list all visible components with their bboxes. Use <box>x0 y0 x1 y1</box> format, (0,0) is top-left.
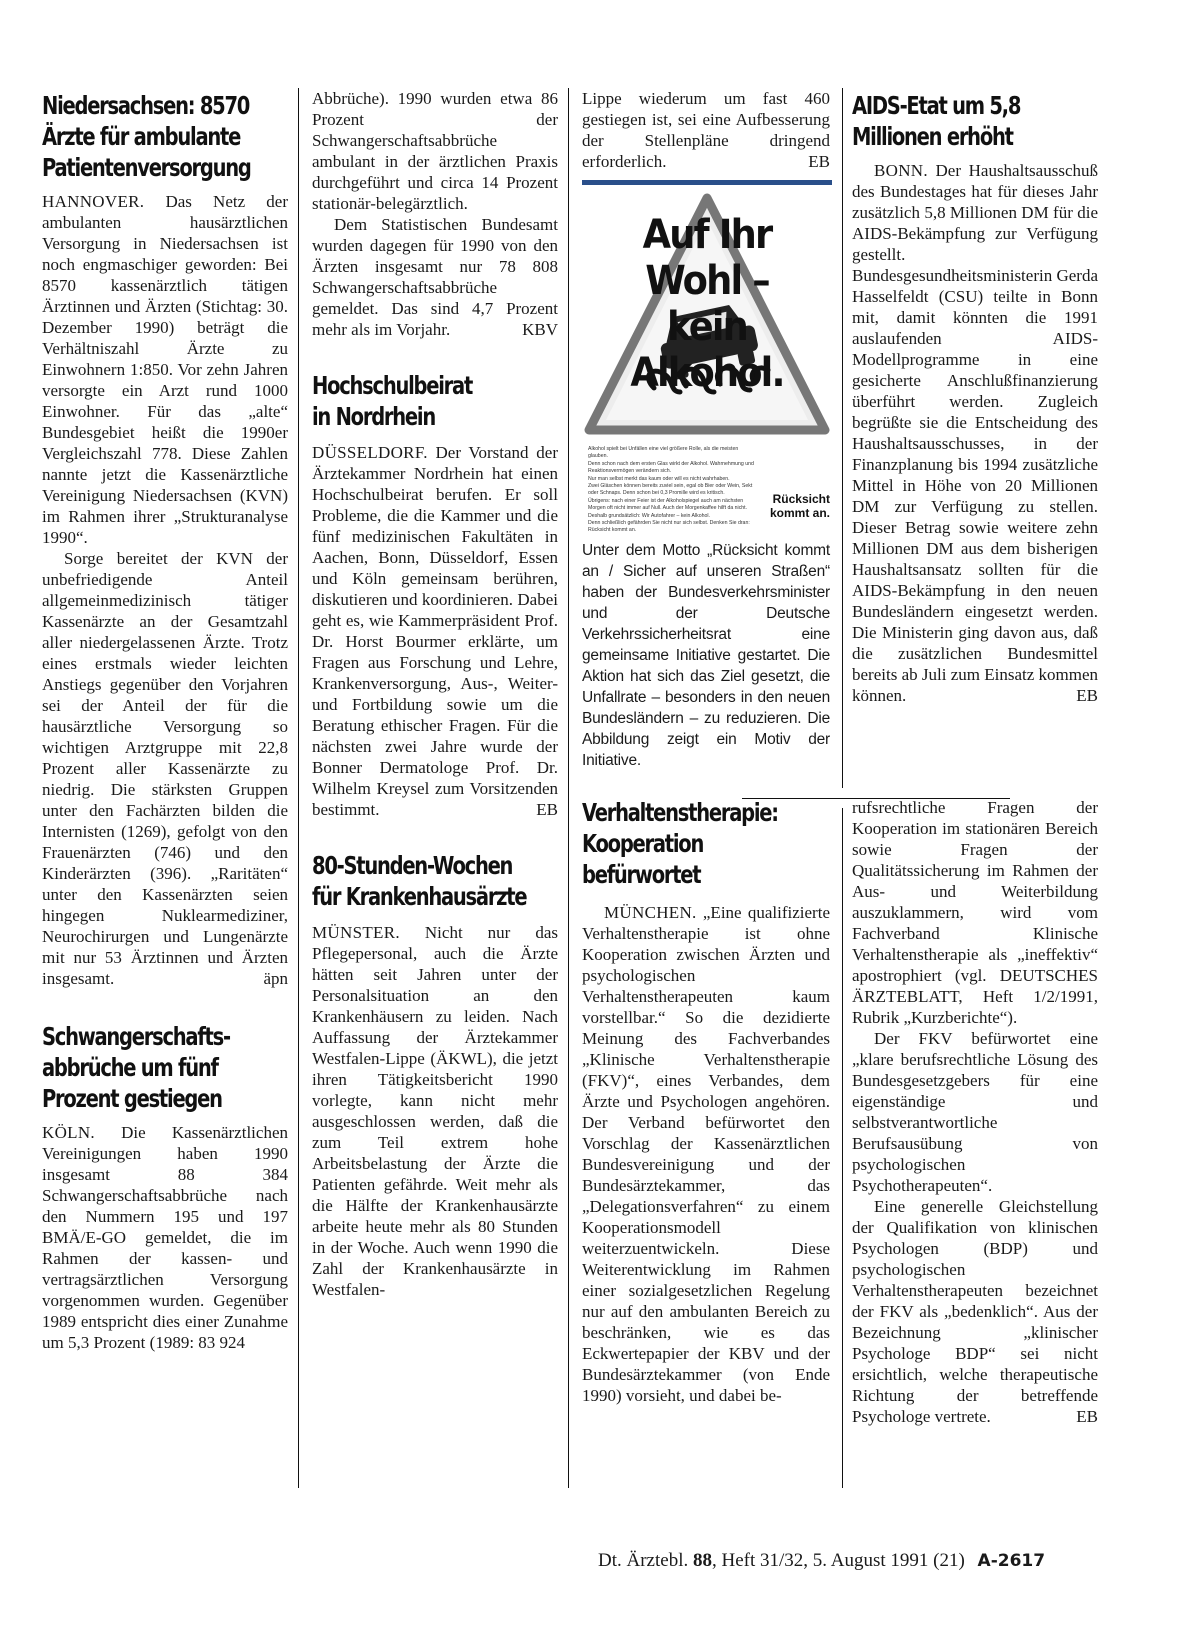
headline-verhaltenstherapie: Verhaltenstherapie: Kooperation befürwortet <box>582 798 778 889</box>
body-80-stunden-cont <box>582 88 830 172</box>
body-schwangerschaftsabbrueche-cont <box>312 88 558 340</box>
poster-caption <box>582 540 830 771</box>
dateline-duesseldorf: DÜSSELDORF. <box>312 443 428 462</box>
body-verhaltenstherapie <box>582 902 830 1406</box>
page-number: A-2617 <box>977 1551 1046 1571</box>
paragraph: Abbrüche). 1990 wurden etwa 86 Prozent der Schwangerschaftsabbrüche ambulant in der ärztlichen Praxis durchgeführt und circa 14 Prozent stationär-belegärztlich. <box>312 89 558 213</box>
author-signature: EB <box>536 800 558 819</box>
dateline-muenchen: MÜNCHEN. <box>604 903 697 922</box>
author-signature: EB <box>1076 686 1098 705</box>
poster-slogan: Rücksicht kommt an. <box>769 492 830 520</box>
poster-fine-print <box>588 446 758 535</box>
article-hochschulbeirat <box>312 370 558 820</box>
poster-text-line: Übrigens: nach einer Feier ist der Alkoholspiegel auch am nächsten Morgen oft nicht immer auf Null. Auch der Morgenkaffee hilft da nicht. Deshalb grundsätzlich: Wir Autofahrer – kein Alkohol. <box>588 497 748 519</box>
column-4 <box>852 90 1098 706</box>
paragraph: Lippe wiederum um fast 460 gestiegen ist, sei eine Aufbesserung der Stellenpläne dringend erforderlich. <box>582 89 830 171</box>
paragraph: Der Haushaltsausschuß des Bundestages hat für dieses Jahr zusätzlich 5,8 Millionen DM für die AIDS-Bekämpfung zur Verfügung gestellt. Bundesgesundheitsministerin Gerda Hasselfeldt (CSU) teilte in Bonn mit, damit könnten die 1991 auslaufenden AIDS-Modellprogramme in eine gesicherte Anschlußfinanzierung überführt werden. Zugleich begrüßte sie die Entscheidung des Haushaltsausschusses, in der Finanzplanung bis 1994 zusätzliche Mittel in Höhe von 20 Millionen DM zur Verfügung zu stellen. Dieser Betrag sowie weitere zehn Millionen DM aus dem bisherigen Haushaltsansatz sollten für die AIDS-Bekämpfung in den neuen Bundesländern eingesetzt werden. Die Ministerin ging davon aus, daß die zusätzlichen Bundesmittel bereits ab Juli zum Einsatz kommen können. <box>852 161 1098 705</box>
column-2 <box>312 88 558 1300</box>
headline-80-stunden: 80-Stunden-Wochen für Krankenhausärzte <box>312 851 527 911</box>
author-signature: EB <box>808 152 830 171</box>
poster-text-line: Denn schließlich gefährden Sie nicht nur sich selbst. Denken Sie dran: Rücksicht kommt an. <box>588 520 750 534</box>
paragraph: Nicht nur das Pflegepersonal, auch die Ärzte hätten seit Jahren unter der Personalsituation an den Krankenhäusern zu leiden. Nach Auffassung der Ärztekammer Westfalen-Lippe (ÄKWL), die jetzt ihren Tätigkeitsbericht 1990 vorlegte, kann nicht mehr ausgeschlossen werden, daß die zum Teil extrem hohe Arbeitsbelastung der Ärzte die Patienten gefährde. Weit mehr als die Hälfte der Krankenhausärzte arbeite heute mehr als 80 Stunden in der Woche. Auch wenn 1990 die Zahl der Krankenhausärzte in Westfalen- <box>312 923 559 1299</box>
body-aids-etat <box>852 160 1098 706</box>
poster-title: Auf Ihr Wohl – kein Alkohol. <box>630 212 784 396</box>
headline-schwangerschaftsabbrueche: Schwangerschafts- abbrüche um fünf Prozent gestiegen <box>42 1022 230 1113</box>
poster-text-line: Denn schon nach dem ersten Glas wirkt der Alkohol. Wahrnehmung und Reaktionsvermögen verändern sich. <box>588 460 754 475</box>
paragraph: Die Kassenärztlichen Vereinigungen haben 1990 insgesamt 88 384 Schwangerschaftsabbrüche nach den Nummern 195 und 197 BMÄ/E-GO gemeldet, die im Rahmen der kassen- und vertragsärztlichen Versorgung vorgenommen wurden. Gegenüber 1989 entspricht dies einer Zunahme um 5,3 Prozent (1989: 83 924 <box>42 1123 288 1352</box>
headline-niedersachsen: Niedersachsen: 8570 Ärzte für ambulante Patientenversorgung <box>42 91 251 182</box>
article-schwangerschaftsabbrueche <box>42 1021 288 1353</box>
caption-text: Unter dem Motto „Rücksicht kommt an / Sicher auf unseren Straßen“ haben der Bundesverkehrsminister und der Deutsche Verkehrssicherheitsrat eine gemeinsame Initiative gestartet. Die Aktion hat sich das Ziel gesetzt, die Unfallrate – besonders in den neuen Bundesländern – zu reduzieren. Die Abbildung zeigt ein Motiv der Initiative. <box>582 542 830 769</box>
page-footer <box>598 1549 1118 1573</box>
column-1 <box>42 90 288 1353</box>
dateline-hannover: HANNOVER. <box>42 192 145 211</box>
column-3 <box>582 88 830 172</box>
body-schwangerschaftsabbrueche <box>42 1122 288 1353</box>
dateline-bonn: BONN. <box>874 161 928 180</box>
paragraph: Sorge bereitet der KVN der unbefriedigende Anteil allgemeinmedizinisch tätiger Kassenärzte an der Gesamtzahl aller niedergelassenen Ärzte. Trotz eines erstmals wieder leichten Anstiegs gegenüber den Vorjahren sei der Anteil der für die hausärztliche Versorgung so wichtigen Arztgruppe mit 22,8 Prozent aller Kassenärzte zu niedrig. Die stärksten Gruppen unter den Fachärzten bilden die Internisten (1269), gefolgt von den Frauenärzten (746) und den Kinderärzten (396). „Raritäten“ unter den Kassenärzten seien hingegen Nuklearmediziner, Neurochirurgen und Lungenärzte mit nur 53 Ärztinnen und Ärzten insgesamt. <box>42 549 288 988</box>
author-signature: KBV <box>522 320 558 339</box>
paragraph: Dem Statistischen Bundesamt wurden dagegen für 1990 von den Ärzten insgesamt nur 78 808 Schwangerschaftsabbrüche gemeldet. Das sind 4,7 Prozent mehr als im Vorjahr. <box>312 215 558 339</box>
volume-number: 88 <box>692 1550 712 1571</box>
poster-text-line: Nur man selbst merkt das kaum oder will es nicht wahrhaben. <box>588 475 730 482</box>
headline-hochschulbeirat: Hochschulbeirat in Nordrhein <box>312 371 473 431</box>
paragraph: Der FKV befürwortet eine „klare berufsrechtliche Lösung des Bundesgesetzgebers für eine eigenständige und selbstverantwortliche Berufsausübung von psychologischen Psychotherapeuten“. <box>852 1029 1098 1195</box>
article-aids-etat <box>852 90 1098 706</box>
column-rule-2 <box>568 88 569 1488</box>
article-80-stunden <box>312 850 558 1300</box>
author-signature: EB <box>1076 1407 1098 1426</box>
column-rule-3 <box>842 88 843 788</box>
body-niedersachsen <box>42 191 288 989</box>
body-verhaltenstherapie-cont <box>852 797 1098 1427</box>
poster-text-line: Zwei Gläschen können bereits zuviel sein, egal ob Bier oder Wein, Sekt oder Schnaps. Denn schon bei 0,3 Promille wird es kritisch. <box>588 483 753 497</box>
column-rule-4 <box>842 808 843 1488</box>
article-niedersachsen <box>42 90 288 989</box>
dateline-koeln: KÖLN. <box>42 1123 95 1142</box>
body-80-stunden <box>312 922 558 1300</box>
paragraph: rufsrechtliche Fragen der Kooperation im stationären Bereich sowie Fragen der Qualitätssicherung im Rahmen der Aus- und Weiterbildung auszuklammern, wird vom Fachverband Klinische Verhaltenstherapie als „ineffektiv“ apostrophiert (vgl. DEUTSCHES ÄRZTEBLATT, Heft 1/2/1991, Rubrik „Kurzberichte“). <box>852 798 1098 1027</box>
body-hochschulbeirat <box>312 442 558 820</box>
paragraph: Der Vorstand der Ärztekammer Nordrhein hat einen Hochschulbeirat berufen. Er soll Probleme, die die Kammer und die fünf medizinischen Fakultäten in Aachen, Bonn, Düsseldorf, Essen und Köln gemeinsam berühren, diskutieren und koordinieren. Dabei geht es, wie Kammerpräsident Prof. Dr. Horst Bourmer erklärte, um Fragen aus Forschung und Lehre, Krankenversorgung, Aus-, Weiter- und Fortbildung sowie um die Beratung ethischer Fragen. Für die nächsten zwei Jahre wurde der Bonner Dermatologe Prof. Dr. Wilhelm Kreysel zum Vorsitzenden bestimmt. <box>312 443 558 819</box>
poster-text-line: Alkohol spielt bei Unfällen eine viel größere Rolle, als die meisten glauben. <box>588 446 739 460</box>
column-rule-1 <box>298 88 299 1488</box>
paragraph: Eine generelle Gleichstellung der Qualifikation von klinischen Psychologen (BDP) und psychologischen Verhaltenstherapeuten bezeichnet der FKV als „bedenklich“. Aus der Bezeichnung „klinischer Psychologe BDP“ sei nicht ersichtlich, welche therapeutische Richtung der betreffende Psychologe vertrete. <box>852 1197 1098 1426</box>
author-signature: äpn <box>263 969 288 988</box>
issue-info: , Heft 31/32, 5. August 1991 (21) <box>711 1550 965 1571</box>
dateline-muenster: MÜNSTER. <box>312 923 400 942</box>
traffic-safety-poster <box>582 180 832 532</box>
paragraph: Das Netz der ambulanten hausärztlichen Versorgung in Niedersachsen ist noch engmaschiger geworden: Bei 8570 kassenärztlich tätigen Ärztinnen und Ärzten (Stichtag: 30. Dezember 1990) beträgt die Verhältniszahl Ärzte zu Einwohnern 1:850. Vor zehn Jahren versorgte ein Arzt rund 1000 Einwohner. Für das „alte“ Bundesgebiet heißt die 1990er Vergleichszahl 778. Diese Zahlen nannte jetzt die Kassenärztliche Vereinigung Niedersachsen (KVN) im Rahmen ihrer „Strukturanalyse 1990“. <box>42 192 288 547</box>
column-4-lower <box>852 797 1098 1427</box>
headline-aids-etat: AIDS-Etat um 5,8 Millionen erhöht <box>852 91 1021 151</box>
journal-name: Dt. Ärztebl. <box>598 1550 689 1571</box>
article-verhaltenstherapie <box>582 797 830 1406</box>
paragraph: „Eine qualifizierte Verhaltenstherapie ist ohne Kooperation zwischen Ärzten und psychologischen Verhaltenstherapeuten kaum vorstellbar.“ So die dezidierte Meinung des Fachverbandes „Klinische Verhaltenstherapie (FKV)“, eines Verbandes, dem Ärzte und Psychologen angehören. Der Verband befürwortet den Vorschlag der Kassenärztlichen Bundesvereinigung und der Bundesärztekammer, das „Delegationsverfahren“ zu einem Kooperationsmodell weiterzuentwickeln. Diese Weiterentwicklung im Rahmen einer sozialgesetzlichen Regelung nur auf den ambulanten Bereich zu beschränken, wie es das Eckwertepapier der KBV und der Bundesärztekammer (von Ende 1990) vorsieht, und dabei be- <box>582 903 830 1405</box>
